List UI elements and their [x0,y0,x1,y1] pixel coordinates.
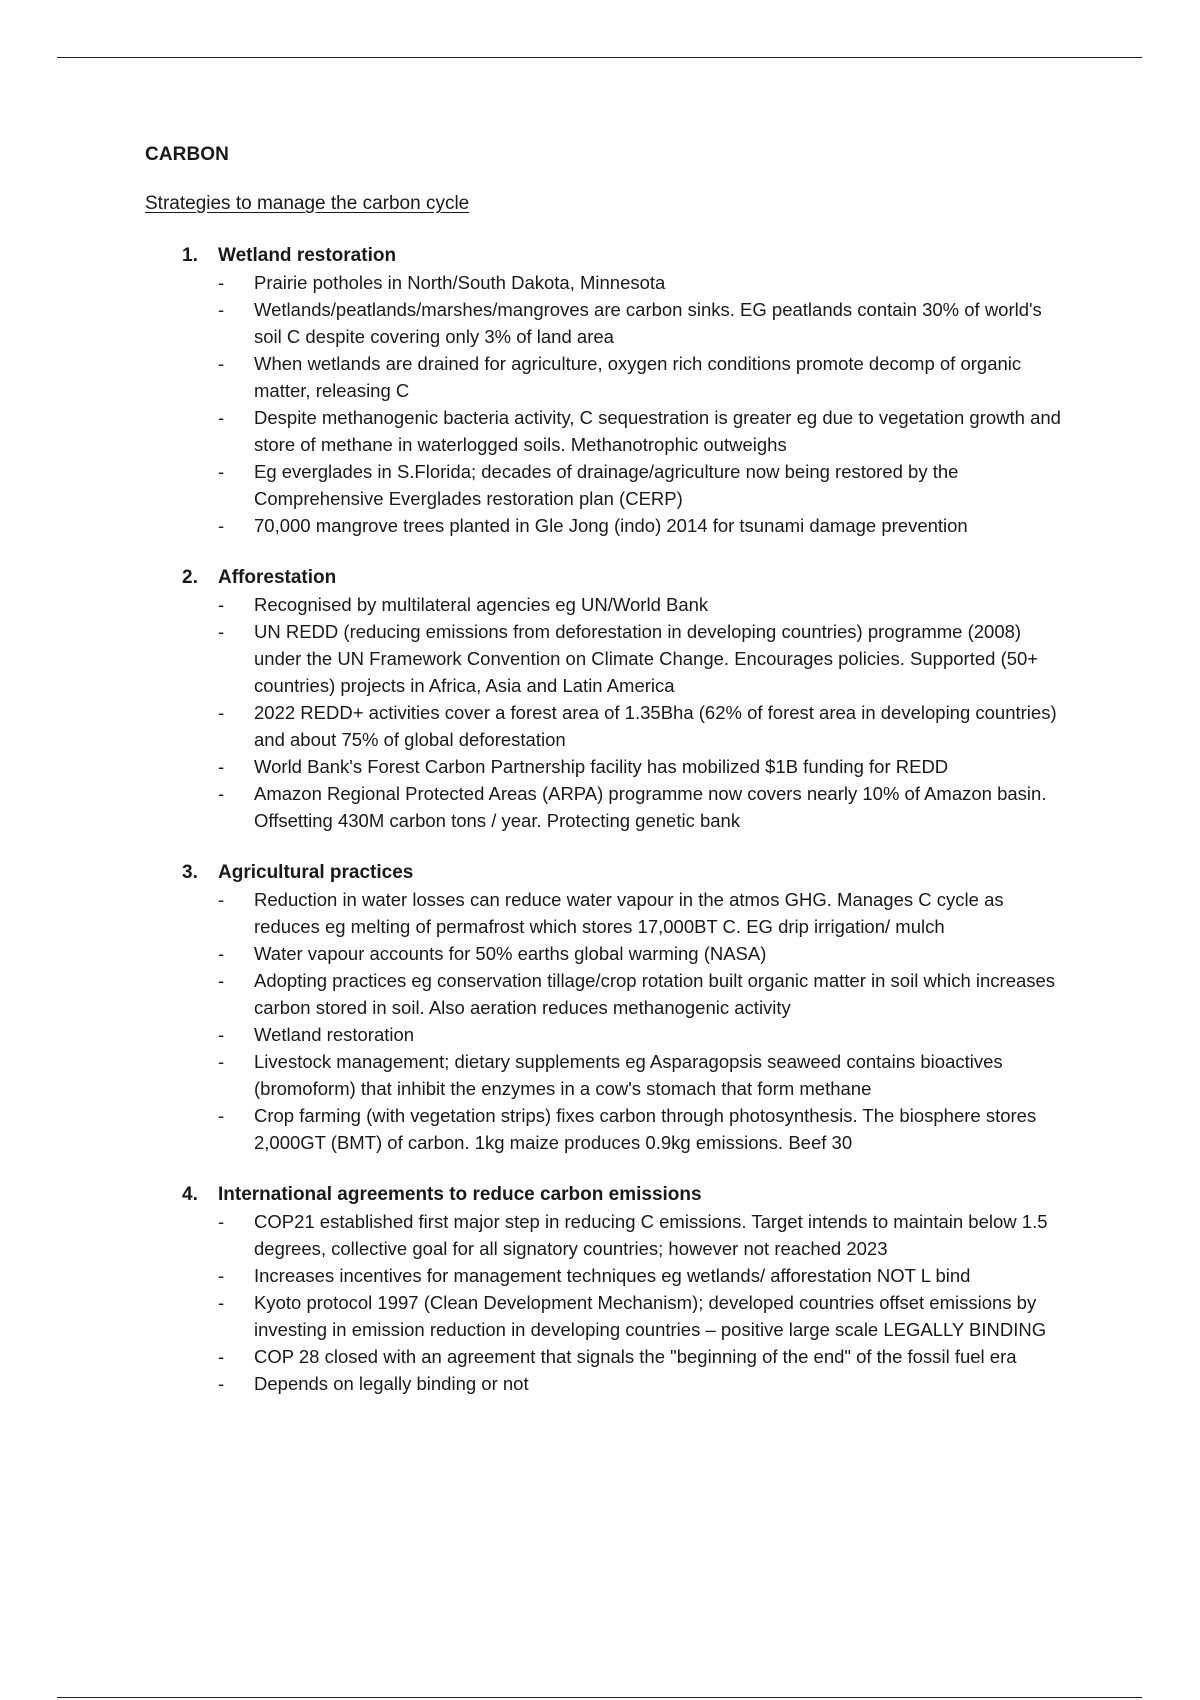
header-rule [57,57,1142,58]
bullet-item: - Kyoto protocol 1997 (Clean Development Mechanism); developed countries offset emissions by investing in emission reduction in developing countries – positive large scale LEGALLY BINDING [218,1289,1065,1343]
bullet-item: - Crop farming (with vegetation strips) fixes carbon through photosynthesis. The biosphere stores 2,000GT (BMT) of carbon. 1kg maize produces 0.9kg emissions. Beef 30 [218,1102,1065,1156]
bullet-item: - Livestock management; dietary supplements eg Asparagopsis seaweed contains bioactives (bromoform) that inhibit the enzymes in a cow's stomach that form methane [218,1048,1065,1102]
section-number: 4. [182,1184,198,1205]
bullet-item: - COP21 established first major step in reducing C emissions. Target intends to maintain below 1.5 degrees, collective goal for all signatory countries; however not reached 2023 [218,1208,1065,1262]
footer-rule [57,1697,1142,1698]
bullet-item: - Reduction in water losses can reduce water vapour in the atmos GHG. Manages C cycle as reduces eg melting of permafrost which stores 17,000BT C. EG drip irrigation/ mulch [218,886,1065,940]
section-title: Agricultural practices [218,862,414,883]
bullet-list [145,1208,1065,1397]
document-title: CARBON [145,144,229,165]
bullet-list [145,269,1065,539]
bullet-list [145,886,1065,1156]
bullet-item: - Eg everglades in S.Florida; decades of drainage/agriculture now being restored by the Comprehensive Everglades restoration plan (CERP) [218,458,1065,512]
bullet-item: - UN REDD (reducing emissions from deforestation in developing countries) programme (2008) under the UN Framework Convention on Climate Change. Encourages policies. Supported (50+ countries) projects in Africa, Asia and Latin America [218,618,1065,699]
section-afforestation [145,564,1065,834]
section-number: 2. [182,567,198,588]
section-agricultural-practices [145,859,1065,1156]
bullet-item: - Increases incentives for management techniques eg wetlands/ afforestation NOT L bind [218,1262,1065,1289]
section-number: 1. [182,245,198,266]
section-heading [182,564,1065,591]
section-title: Wetland restoration [218,245,397,266]
bullet-item: - Despite methanogenic bacteria activity, C sequestration is greater eg due to vegetation growth and store of methane in waterlogged soils. Methanotrophic outweighs [218,404,1065,458]
bullet-item: - Wetlands/peatlands/marshes/mangroves are carbon sinks. EG peatlands contain 30% of world's soil C despite covering only 3% of land area [218,296,1065,350]
section-international-agreements [145,1181,1065,1397]
bullet-item: - When wetlands are drained for agriculture, oxygen rich conditions promote decomp of organic matter, releasing C [218,350,1065,404]
section-title: International agreements to reduce carbon emissions [218,1184,702,1205]
section-title: Afforestation [218,567,337,588]
bullet-item: - 70,000 mangrove trees planted in Gle Jong (indo) 2014 for tsunami damage prevention [218,512,1065,539]
bullet-item: - Depends on legally binding or not [218,1370,1065,1397]
document-subtitle: Strategies to manage the carbon cycle [145,193,470,214]
document-body [145,144,1065,1422]
bullet-item: - Adopting practices eg conservation tillage/crop rotation built organic matter in soil which increases carbon stored in soil. Also aeration reduces methanogenic activity [218,967,1065,1021]
bullet-item: - Water vapour accounts for 50% earths global warming (NASA) [218,940,1065,967]
bullet-item: - Wetland restoration [218,1021,1065,1048]
bullet-item: - World Bank's Forest Carbon Partnership facility has mobilized $1B funding for REDD [218,753,1065,780]
bullet-item: - Amazon Regional Protected Areas (ARPA) programme now covers nearly 10% of Amazon basin. Offsetting 430M carbon tons / year. Protecting genetic bank [218,780,1065,834]
section-heading [182,242,1065,269]
section-heading [182,859,1065,886]
bullet-item: - COP 28 closed with an agreement that signals the "beginning of the end" of the fossil fuel era [218,1343,1065,1370]
bullet-item: - Recognised by multilateral agencies eg UN/World Bank [218,591,1065,618]
section-heading [182,1181,1065,1208]
bullet-item: - Prairie potholes in North/South Dakota, Minnesota [218,269,1065,296]
bullet-item: - 2022 REDD+ activities cover a forest area of 1.35Bha (62% of forest area in developing countries) and about 75% of global deforestation [218,699,1065,753]
section-wetland-restoration [145,242,1065,539]
bullet-list [145,591,1065,834]
section-number: 3. [182,862,198,883]
